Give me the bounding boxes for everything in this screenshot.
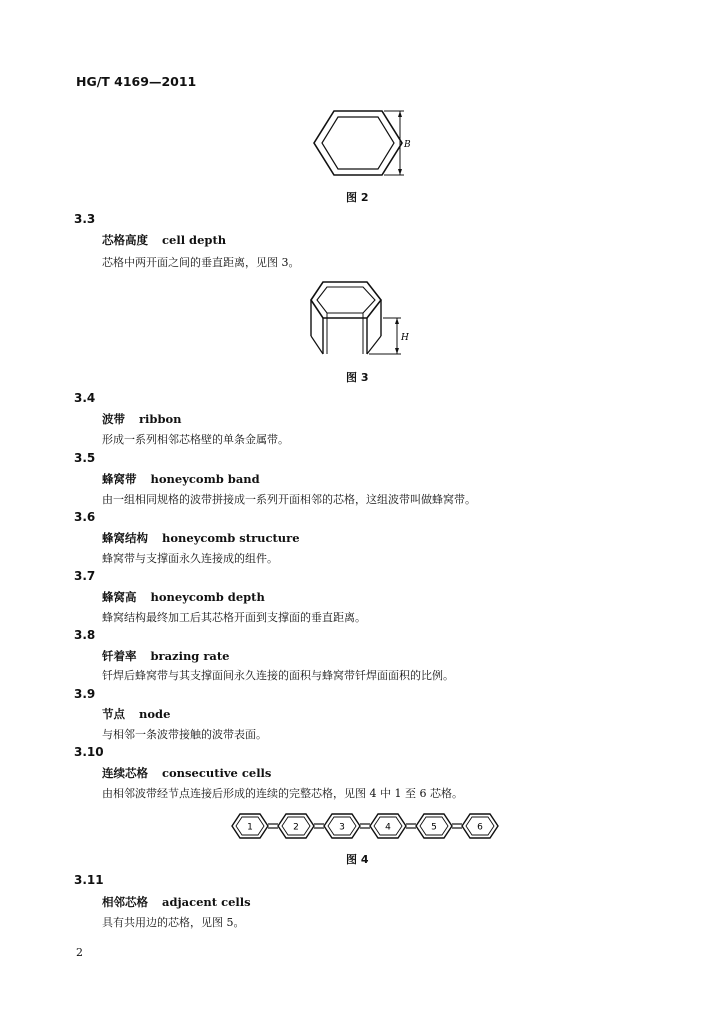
figure-2-caption: 图 2	[346, 191, 369, 204]
figure-3-caption: 图 3	[346, 371, 369, 384]
term-cn: 连续芯格	[102, 766, 148, 780]
definition-3-9: 与相邻一条波带接触的波带表面。	[102, 728, 267, 741]
term-3-8	[102, 648, 230, 664]
cell-1-label: 1	[247, 822, 253, 833]
section-number-3-8: 3.8	[74, 628, 96, 642]
section-number-3-6: 3.6	[74, 510, 96, 524]
cell-3-label: 3	[339, 822, 345, 833]
term-3-6	[102, 530, 300, 546]
term-en: brazing rate	[150, 649, 230, 663]
term-cn: 芯格高度	[102, 233, 148, 247]
term-cn: 钎着率	[102, 649, 137, 663]
section-number-3-11: 3.11	[74, 873, 104, 887]
definition-3-7: 蜂窝结构最终加工后其芯格开面到支撑面的垂直距离。	[102, 611, 366, 624]
section-number-3-3: 3.3	[74, 212, 96, 226]
term-3-11	[102, 894, 251, 910]
definition-3-6: 蜂窝带与支撑面永久连接成的组件。	[102, 552, 278, 565]
page-number: 2	[76, 946, 83, 959]
term-en: consecutive cells	[162, 766, 272, 780]
term-3-7	[102, 589, 265, 605]
definition-3-4: 形成一系列相邻芯格壁的单条金属带。	[102, 433, 289, 446]
figure-4-consecutive-cells-diagram	[228, 810, 498, 842]
cell-2-label: 2	[293, 822, 299, 833]
term-en: honeycomb structure	[162, 531, 300, 545]
cell-5-label: 5	[431, 822, 437, 833]
figure-3-cell-depth-diagram	[305, 278, 415, 368]
definition-3-3: 芯格中两开面之间的垂直距离，见图 3。	[102, 256, 300, 269]
term-en: cell depth	[162, 233, 227, 247]
definition-3-5: 由一组相同规格的波带拼接成一系列开面相邻的芯格，这组波带叫做蜂窝带。	[102, 493, 476, 506]
section-number-3-4: 3.4	[74, 391, 96, 405]
term-en: honeycomb depth	[150, 590, 265, 604]
term-en: adjacent cells	[162, 895, 251, 909]
definition-3-11: 具有共用边的芯格，见图 5。	[102, 916, 245, 929]
cell-6-label: 6	[477, 822, 483, 833]
term-3-3	[102, 232, 226, 248]
term-cn: 波带	[102, 412, 125, 426]
term-en: honeycomb band	[150, 472, 260, 486]
figure-2-dim-label: B	[404, 140, 411, 150]
section-number-3-9: 3.9	[74, 687, 96, 701]
figure-4-caption: 图 4	[346, 853, 369, 866]
section-number-3-5: 3.5	[74, 451, 96, 465]
section-number-3-10: 3.10	[74, 745, 104, 759]
term-3-9	[102, 706, 170, 722]
figure-3-dim-label: H	[401, 333, 409, 343]
document-header: HG/T 4169—2011	[76, 74, 197, 89]
term-cn: 蜂窝带	[102, 472, 137, 486]
term-3-4	[102, 411, 182, 427]
term-cn: 相邻芯格	[102, 895, 148, 909]
term-cn: 蜂窝结构	[102, 531, 148, 545]
definition-3-10: 由相邻波带经节点连接后形成的连续的完整芯格，见图 4 中 1 至 6 芯格。	[102, 787, 463, 800]
section-number-3-7: 3.7	[74, 569, 96, 583]
term-cn: 节点	[102, 707, 125, 721]
term-3-5	[102, 471, 260, 487]
term-3-10	[102, 765, 271, 781]
definition-3-8: 钎焊后蜂窝带与其支撑面间永久连接的面积与蜂窝带钎焊面面积的比例。	[102, 669, 454, 682]
figure-2-hexagon-diagram	[300, 105, 420, 185]
cell-4-label: 4	[385, 822, 391, 833]
term-en: node	[139, 707, 171, 721]
term-cn: 蜂窝高	[102, 590, 137, 604]
term-en: ribbon	[139, 412, 182, 426]
